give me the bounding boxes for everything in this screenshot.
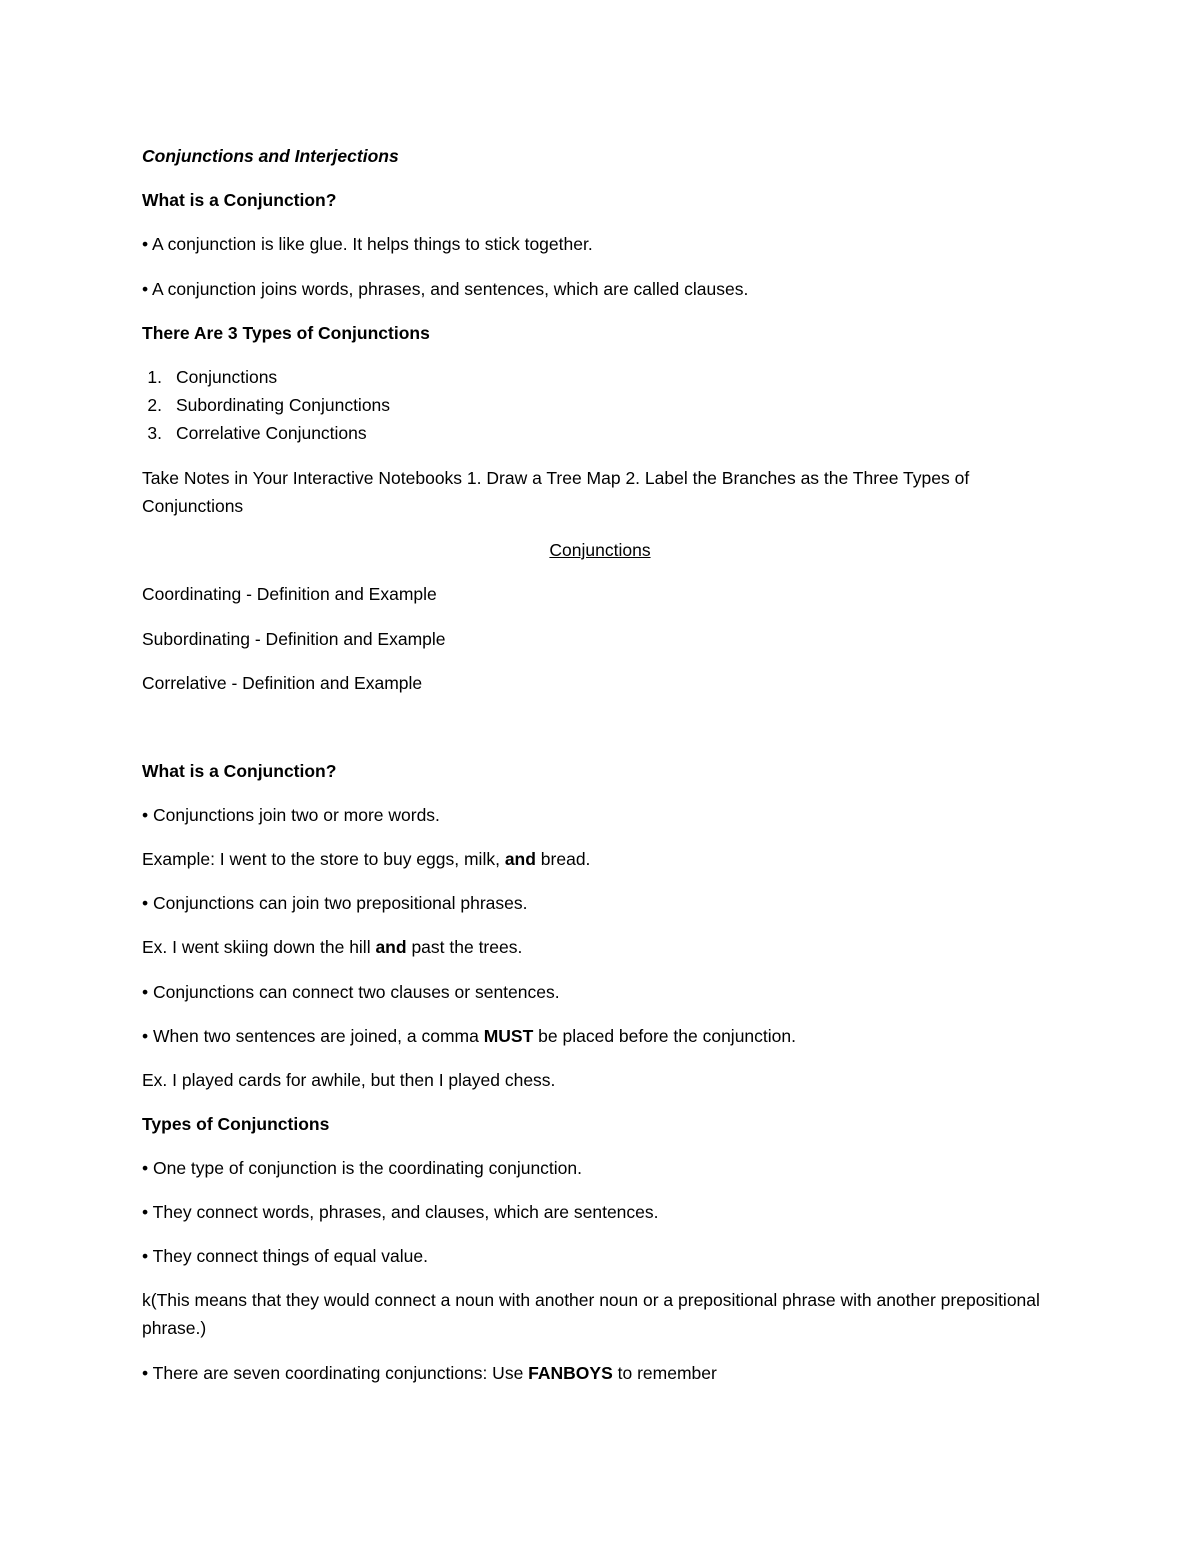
item-number: 3.: [147, 423, 162, 443]
document-title: Conjunctions and Interjections: [142, 146, 399, 166]
item-text: Correlative Conjunctions: [176, 423, 367, 443]
section-heading: What is a Conjunction?: [142, 190, 337, 210]
tree-map-item: Subordinating - Definition and Example: [142, 629, 446, 649]
example-text: Example: I went to the store to buy eggs, milk,: [142, 849, 505, 869]
tree-map-item: Coordinating - Definition and Example: [142, 584, 437, 604]
bullet-item: [142, 1025, 796, 1047]
item-text: Conjunctions: [176, 367, 278, 387]
bullet-item: • One type of conjunction is the coordinating conjunction.: [142, 1158, 583, 1178]
numbered-item: [106, 422, 367, 444]
section-heading: What is a Conjunction?: [142, 761, 337, 781]
emphasis-text: FANBOYS: [528, 1363, 613, 1383]
bullet-item: • Conjunctions join two or more words.: [142, 805, 440, 825]
note-paragraph: k(This means that they would connect a noun with another noun or a prepositional phrase with another prepositional phrase.): [142, 1290, 1040, 1338]
section-heading: Types of Conjunctions: [142, 1114, 330, 1134]
bullet-item: • Conjunctions can join two prepositional phrases.: [142, 893, 528, 913]
tree-map-item: Correlative - Definition and Example: [142, 673, 423, 693]
emphasis-text: and: [504, 849, 536, 869]
item-text: Subordinating Conjunctions: [176, 395, 391, 415]
bullet-text: • When two sentences are joined, a comma: [142, 1026, 484, 1046]
example-text: bread.: [535, 849, 591, 869]
numbered-item: [106, 394, 390, 416]
example-sentence: Ex. I played cards for awhile, but then I played chess.: [142, 1070, 556, 1090]
example-sentence: [142, 936, 522, 958]
bullet-item: • A conjunction joins words, phrases, and sentences, which are called clauses.: [142, 279, 749, 299]
bullet-text: to remember: [612, 1363, 717, 1383]
bullet-item: • Conjunctions can connect two clauses or sentences.: [142, 982, 560, 1002]
bullet-text: be placed before the conjunction.: [533, 1026, 796, 1046]
bullet-item: • They connect words, phrases, and clauses, which are sentences.: [142, 1202, 659, 1222]
emphasis-text: and: [375, 937, 407, 957]
item-number: 1.: [147, 367, 162, 387]
notes-paragraph: Take Notes in Your Interactive Notebooks 1. Draw a Tree Map 2. Label the Branches as the Three Types of Conjunctions: [142, 468, 970, 516]
bullet-text: • There are seven coordinating conjunctions: Use: [142, 1363, 529, 1383]
bullet-item: • A conjunction is like glue. It helps things to stick together.: [142, 234, 593, 254]
bullet-item: • They connect things of equal value.: [142, 1246, 428, 1266]
section-heading: There Are 3 Types of Conjunctions: [142, 323, 430, 343]
tree-map-heading: Conjunctions: [549, 540, 651, 560]
example-text: past the trees.: [406, 937, 523, 957]
example-sentence: [142, 848, 590, 870]
emphasis-text: MUST: [483, 1026, 534, 1046]
numbered-item: [106, 366, 277, 388]
item-number: 2.: [147, 395, 162, 415]
bullet-item: [142, 1362, 717, 1384]
example-text: Ex. I went skiing down the hill: [142, 937, 376, 957]
